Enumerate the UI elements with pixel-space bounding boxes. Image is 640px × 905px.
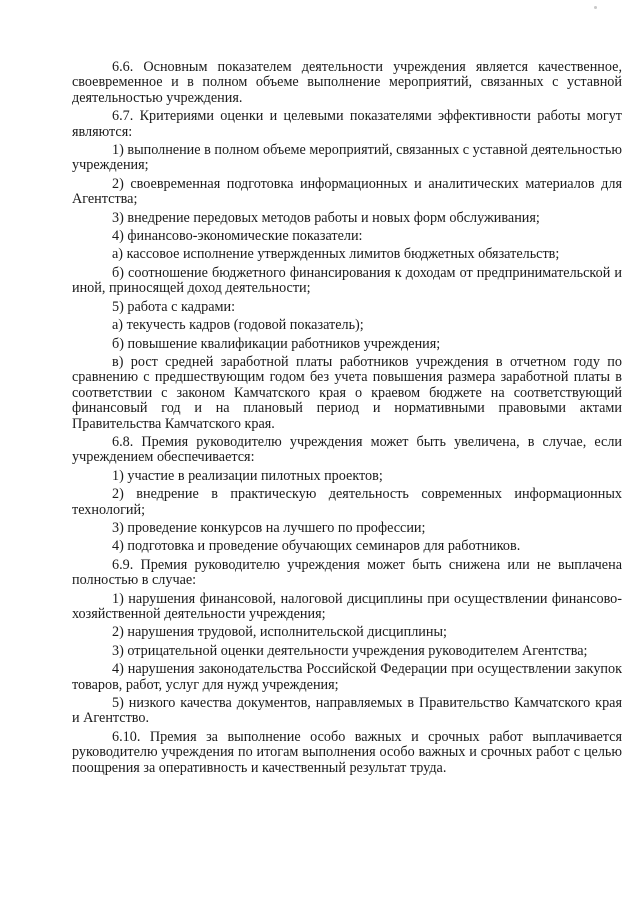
paragraph-6-9: 6.9. Премия руководителю учреждения может быть снижена или не выплачена полностью в случае: — [72, 556, 622, 589]
list-item-6-7-2: 2) своевременная подготовка информационных и аналитических материалов для Агентства; — [72, 175, 622, 208]
document-body — [72, 60, 622, 776]
list-subitem-6-7-4a: а) кассовое исполнение утвержденных лимитов бюджетных обязательств; — [112, 246, 560, 263]
list-item-6-9-3: 3) отрицательной оценки деятельности учреждения руководителем Агентства; — [112, 642, 588, 659]
list-item-6-9-2: 2) нарушения трудовой, исполнительской дисциплины; — [112, 624, 447, 641]
list-item-6-8-1: 1) участие в реализации пилотных проектов; — [112, 467, 383, 484]
list-item-6-7-5: 5) работа с кадрами: — [112, 298, 236, 315]
list-subitem-6-7-5a: а) текучесть кадров (годовой показатель); — [112, 317, 364, 334]
list-item-6-7-1: 1) выполнение в полном объеме мероприятий, связанных с уставной деятельностью учреждения; — [72, 142, 622, 174]
paragraph-6-10: 6.10. Премия за выполнение особо важных и срочных работ выплачивается руководителю учреждения по итогам выполнения особо важных и срочных работ с целью поощрения за оперативность и качественный результат труда. — [72, 728, 622, 776]
scan-speck — [594, 6, 597, 9]
list-subitem-6-7-5c: в) рост средней заработной платы работников учреждения в отчетном году по сравнению с предшествующим годом без учета повышения размера заработной платы в соответствии с законом Камчатского края о краевом бюджете на соответствующий финансовый год и на плановый период и нормативными правовыми актами Правительства Камчатского края. — [72, 353, 622, 432]
list-subitem-6-7-5b: б) повышение квалификации работников учреждения; — [112, 335, 441, 352]
list-item-6-9-4: 4) нарушения законодательства Российской Федерации при осуществлении закупок товаров, работ, услуг для нужд учреждения; — [72, 661, 622, 693]
list-item-6-9-5: 5) низкого качества документов, направляемых в Правительство Камчатского края и Агентство. — [72, 695, 622, 727]
list-item-6-8-4: 4) подготовка и проведение обучающих семинаров для работников. — [112, 538, 521, 555]
paragraph-6-7: 6.7. Критериями оценки и целевыми показателями эффективности работы могут являются: — [72, 108, 622, 140]
list-item-6-7-4: 4) финансово-экономические показатели: — [112, 228, 363, 245]
list-item-6-7-3: 3) внедрение передовых методов работы и новых форм обслуживания; — [112, 209, 540, 226]
list-item-6-8-2: 2) внедрение в практическую деятельность современных информационных технологий; — [72, 486, 622, 518]
list-subitem-6-7-4b: б) соотношение бюджетного финансирования к доходам от предпринимательской и иной, приносящей доход деятельности; — [72, 264, 622, 297]
list-item-6-9-1: 1) нарушения финансовой, налоговой дисциплины при осуществлении финансово-хозяйственной деятельности учреждения; — [72, 590, 622, 622]
paragraph-6-6: 6.6. Основным показателем деятельности учреждения является качественное, своевременное и в полном объеме выполнение мероприятий, связанных с уставной деятельностью учреждения. — [72, 59, 622, 106]
list-item-6-8-3: 3) проведение конкурсов на лучшего по профессии; — [112, 519, 426, 536]
paragraph-6-8: 6.8. Премия руководителю учреждения может быть увеличена, в случае, если учреждением обеспечивается: — [72, 433, 622, 466]
